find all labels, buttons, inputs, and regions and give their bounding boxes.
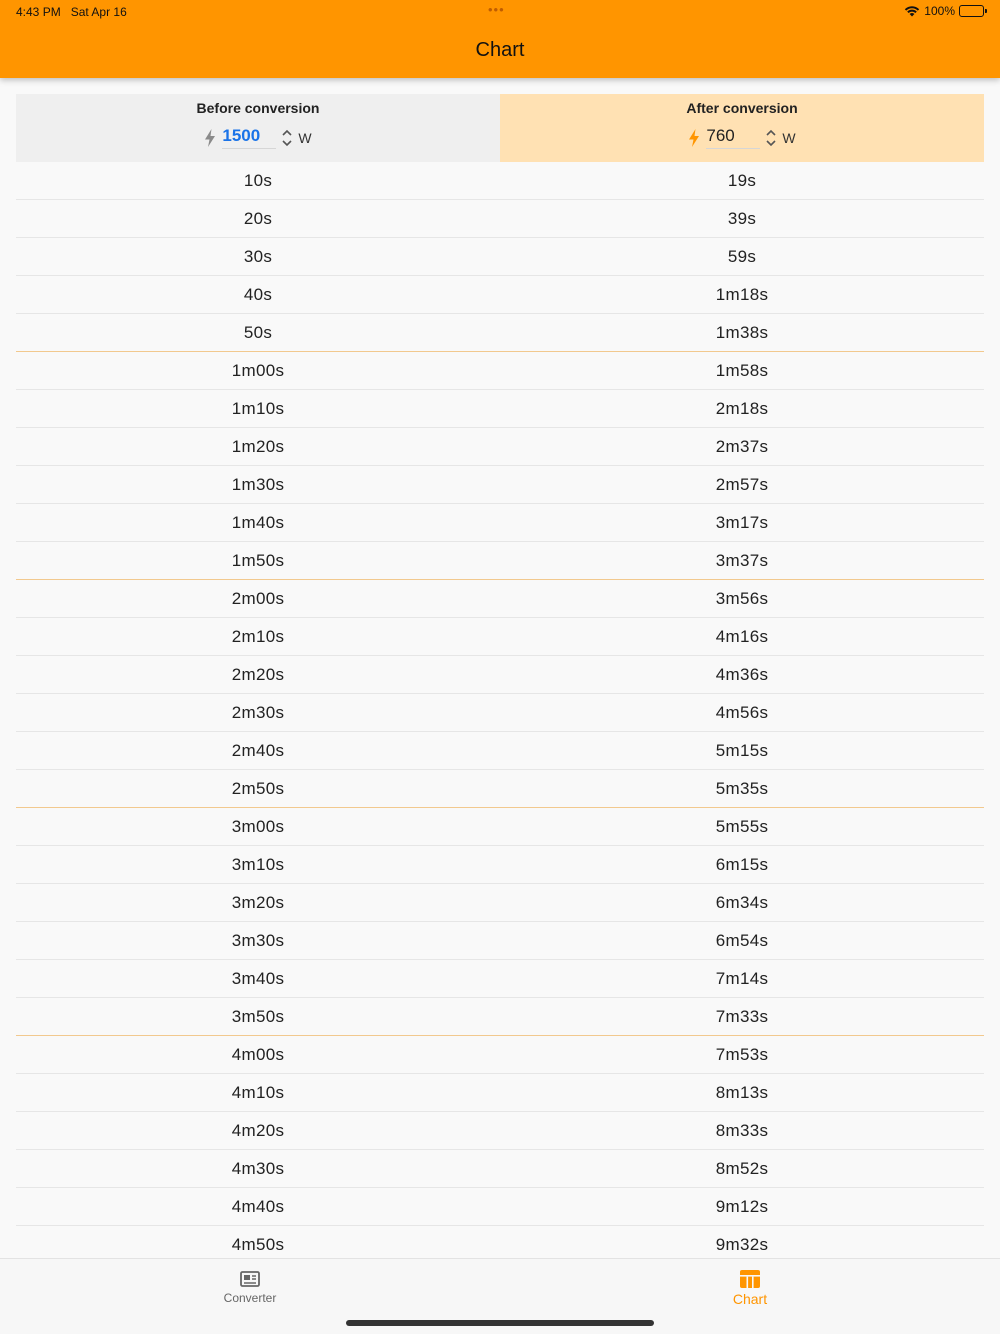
after-time-cell: 59s: [727, 247, 757, 266]
after-time-cell: 9m12s: [715, 1197, 769, 1216]
after-time-cell: 6m54s: [715, 931, 769, 950]
before-time-cell: 2m50s: [231, 779, 285, 798]
before-time-cell: 10s: [243, 171, 273, 190]
battery-icon: [959, 5, 984, 17]
after-watts-input[interactable]: 760: [706, 126, 760, 149]
tab-converter-label: Converter: [223, 1291, 277, 1305]
before-time-cell: 2m40s: [231, 741, 285, 760]
table-row: [16, 884, 984, 922]
table-row: [16, 694, 984, 732]
table-row: [16, 656, 984, 694]
stepper-icon[interactable]: [282, 129, 292, 147]
tab-chart[interactable]: [690, 1269, 810, 1307]
before-time-cell: 4m40s: [231, 1197, 285, 1216]
after-time-cell: 7m33s: [715, 1007, 769, 1026]
status-time: 4:43 PM Sat Apr 16: [16, 5, 127, 19]
after-time-cell: 8m13s: [715, 1083, 769, 1102]
table-row: [16, 1112, 984, 1150]
before-time-cell: 2m10s: [231, 627, 285, 646]
before-time-cell: 1m50s: [231, 551, 285, 570]
status-right: [904, 4, 984, 18]
table-row: [16, 390, 984, 428]
after-watts-unit: W: [782, 129, 796, 146]
before-time-cell: 1m30s: [231, 475, 285, 494]
before-time-cell: 3m40s: [231, 969, 285, 988]
table-row: [16, 504, 984, 542]
after-time-cell: 3m37s: [715, 551, 769, 570]
table-row: [16, 200, 984, 238]
before-time-cell: 3m20s: [231, 893, 285, 912]
table-header: [16, 94, 984, 162]
before-conversion-header: [16, 94, 500, 162]
table-row: [16, 276, 984, 314]
tab-chart-label: Chart: [732, 1291, 768, 1307]
bolt-icon: [204, 129, 216, 147]
home-indicator[interactable]: [346, 1320, 654, 1326]
table-row: [16, 1150, 984, 1188]
table-row: [16, 314, 984, 352]
after-conversion-header: [500, 94, 984, 162]
after-time-cell: 1m18s: [715, 285, 769, 304]
bolt-icon: [688, 129, 700, 147]
before-time-cell: 1m40s: [231, 513, 285, 532]
after-time-cell: 4m16s: [715, 627, 769, 646]
table-row: [16, 542, 984, 580]
before-time-cell: 50s: [243, 323, 273, 342]
after-time-cell: 4m36s: [715, 665, 769, 684]
stepper-icon[interactable]: [766, 129, 776, 147]
after-time-cell: 39s: [727, 209, 757, 228]
table-row: [16, 238, 984, 276]
after-time-cell: 5m55s: [715, 817, 769, 836]
after-time-cell: 19s: [727, 171, 757, 190]
after-time-cell: 7m53s: [715, 1045, 769, 1064]
before-time-cell: 3m00s: [231, 817, 285, 836]
before-watts-unit: W: [298, 129, 312, 146]
before-watts-field[interactable]: [204, 126, 311, 149]
before-time-cell: 1m10s: [231, 399, 285, 418]
multitasking-dots[interactable]: •••: [488, 2, 505, 17]
before-time-cell: 1m00s: [231, 361, 285, 380]
table-row: [16, 580, 984, 618]
after-time-cell: 1m38s: [715, 323, 769, 342]
table-row: [16, 428, 984, 466]
table-row: [16, 1074, 984, 1112]
before-time-cell: 40s: [243, 285, 273, 304]
table-row: [16, 922, 984, 960]
after-time-cell: 5m35s: [715, 779, 769, 798]
before-time-cell: 4m20s: [231, 1121, 285, 1140]
before-time-cell: 4m10s: [231, 1083, 285, 1102]
after-time-cell: 8m52s: [715, 1159, 769, 1178]
page-title: Chart: [475, 39, 525, 61]
before-time-cell: 3m50s: [231, 1007, 285, 1026]
table-row: [16, 1036, 984, 1074]
after-time-cell: 3m56s: [715, 589, 769, 608]
before-time-cell: 4m00s: [231, 1045, 285, 1064]
after-time-cell: 6m15s: [715, 855, 769, 874]
after-time-cell: 1m58s: [715, 361, 769, 380]
after-time-cell: 6m34s: [715, 893, 769, 912]
table-icon: [739, 1269, 761, 1289]
before-watts-input[interactable]: 1500: [222, 126, 276, 149]
before-time-cell: 2m20s: [231, 665, 285, 684]
table-row: [16, 808, 984, 846]
before-time-cell: 30s: [243, 247, 273, 266]
table-row: [16, 618, 984, 656]
after-time-cell: 8m33s: [715, 1121, 769, 1140]
after-time-cell: 7m14s: [715, 969, 769, 988]
before-time-cell: 4m30s: [231, 1159, 285, 1178]
table-body: [16, 162, 984, 1264]
after-watts-field[interactable]: [688, 126, 795, 149]
after-time-cell: 2m57s: [715, 475, 769, 494]
table-row: [16, 352, 984, 390]
table-row: [16, 466, 984, 504]
before-time-cell: 2m30s: [231, 703, 285, 722]
battery-percent: 100%: [924, 4, 955, 18]
table-row: [16, 960, 984, 998]
table-row: [16, 732, 984, 770]
before-time-cell: 1m20s: [231, 437, 285, 456]
after-time-cell: 5m15s: [715, 741, 769, 760]
tab-converter[interactable]: [190, 1269, 310, 1305]
before-time-cell: 3m10s: [231, 855, 285, 874]
table-row: [16, 770, 984, 808]
before-time-cell: 4m50s: [231, 1235, 285, 1254]
after-time-cell: 4m56s: [715, 703, 769, 722]
after-conversion-label: After conversion: [686, 100, 798, 116]
after-time-cell: 2m18s: [715, 399, 769, 418]
after-time-cell: 3m17s: [715, 513, 769, 532]
wifi-icon: [904, 5, 920, 17]
table-row: [16, 162, 984, 200]
navigation-bar: [0, 0, 1000, 78]
table-row: [16, 1188, 984, 1226]
table-row: [16, 998, 984, 1036]
after-time-cell: 2m37s: [715, 437, 769, 456]
before-time-cell: 3m30s: [231, 931, 285, 950]
after-time-cell: 9m32s: [715, 1235, 769, 1254]
newspaper-icon: [239, 1269, 261, 1289]
conversion-table: [16, 94, 984, 1254]
before-time-cell: 2m00s: [231, 589, 285, 608]
before-conversion-label: Before conversion: [196, 100, 320, 116]
table-row: [16, 846, 984, 884]
before-time-cell: 20s: [243, 209, 273, 228]
